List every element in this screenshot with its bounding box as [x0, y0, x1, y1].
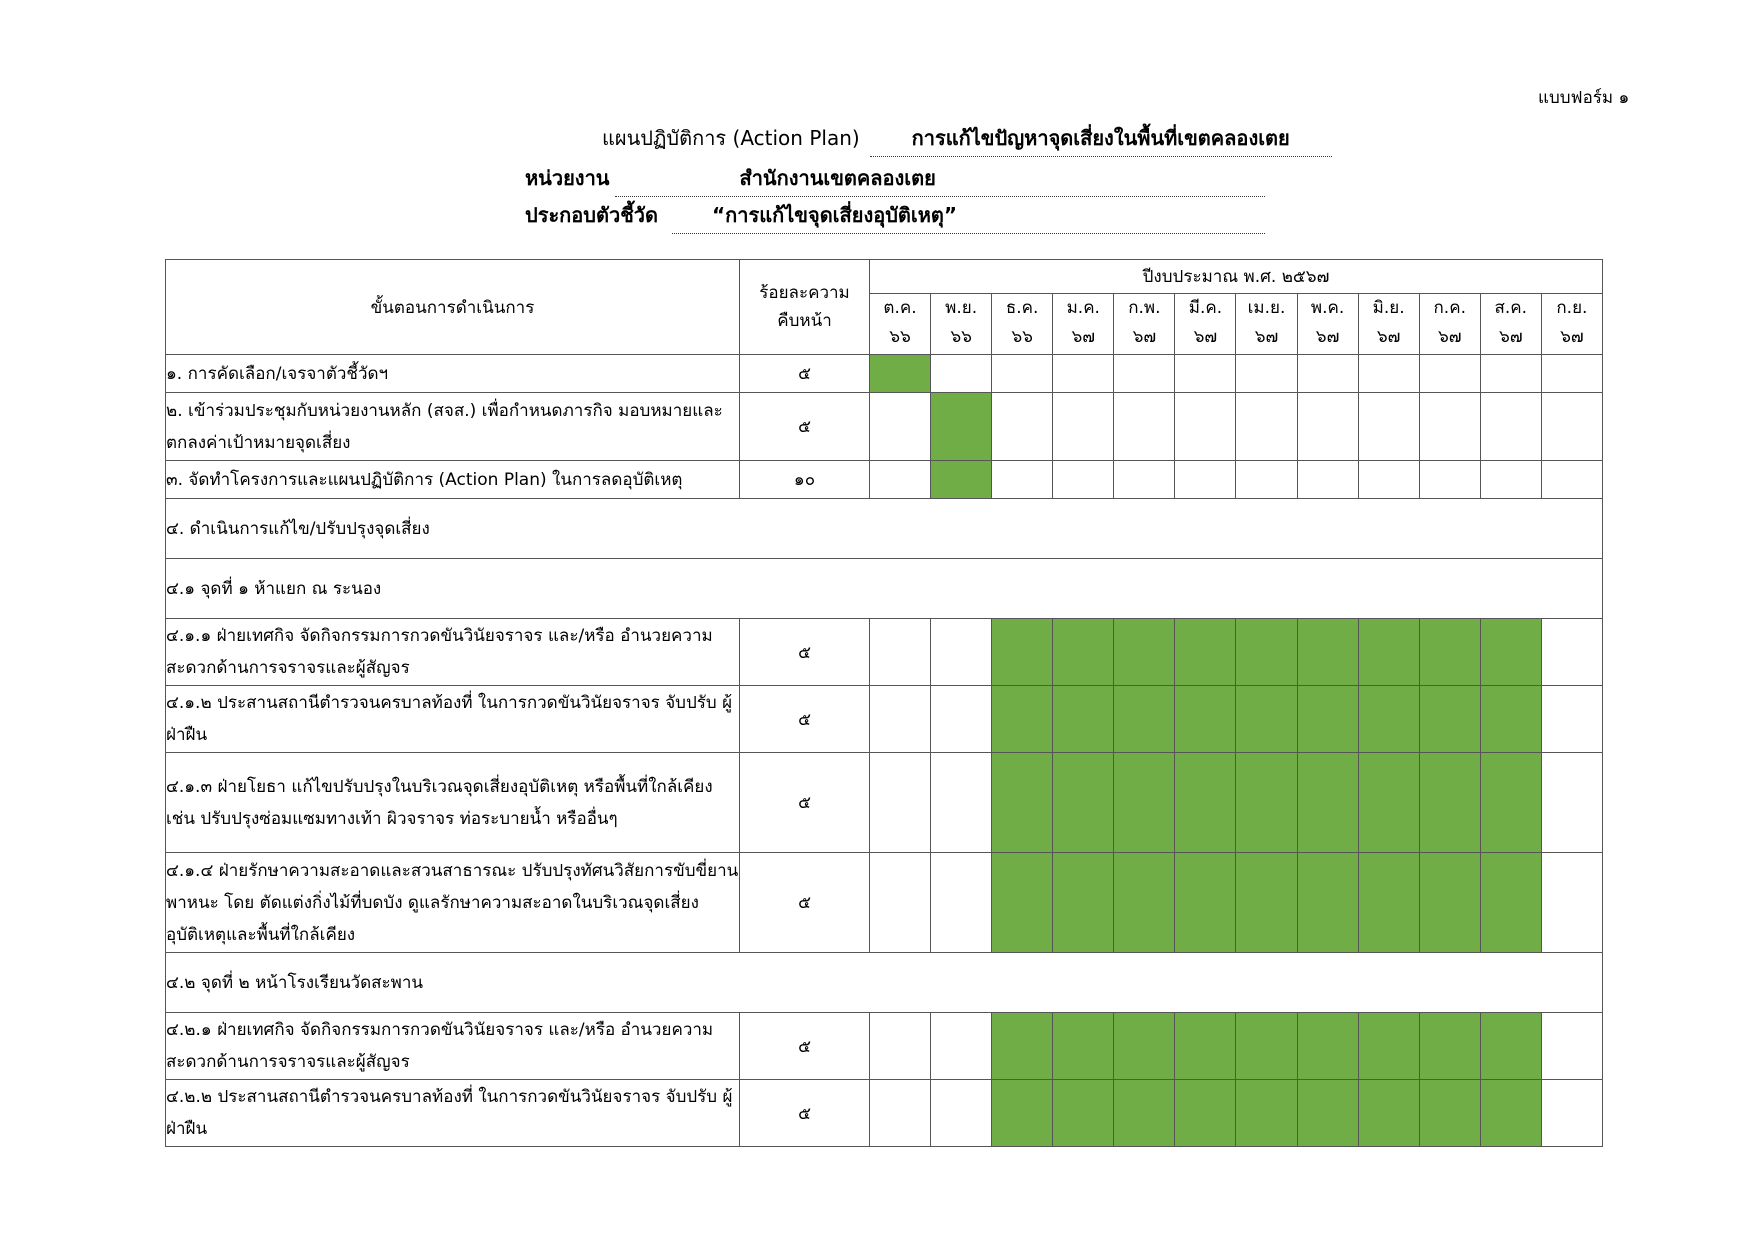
- month-cell: [870, 619, 931, 686]
- task-progress: ๕: [740, 393, 870, 461]
- month-cell-active: [1114, 686, 1175, 753]
- month-cell: [870, 753, 931, 853]
- month-header: [1175, 294, 1236, 355]
- task-row: [166, 686, 1603, 753]
- steps-column-header: ขั้นตอนการดำเนินการ: [166, 260, 740, 355]
- month-cell-active: [1114, 1013, 1175, 1080]
- section-title: ๔. ดำเนินการแก้ไข/ปรับปรุงจุดเสี่ยง: [166, 499, 1603, 559]
- month-cell-active: [1236, 686, 1297, 753]
- month-cell-active: [1114, 1080, 1175, 1147]
- month-cell-active: [1175, 1080, 1236, 1147]
- month-cell: [1541, 686, 1602, 753]
- month-cell-active: [1480, 619, 1541, 686]
- task-step: ๔.๑.๒ ประสานสถานีตำรวจนครบาลท้องที่ ในการกวดขันวินัยจราจร จับปรับ ผู้ฝ่าฝืน: [166, 686, 740, 753]
- month-header: [1419, 294, 1480, 355]
- month-year: ๖๖: [1011, 327, 1033, 347]
- month-cell: [1480, 355, 1541, 393]
- month-cell-active: [1419, 1080, 1480, 1147]
- month-name: พ.ย.: [945, 298, 978, 318]
- month-cell-active: [1358, 619, 1419, 686]
- task-progress: ๕: [740, 686, 870, 753]
- task-row: [166, 461, 1603, 499]
- month-year: ๖๗: [1071, 327, 1096, 347]
- month-year: ๖๗: [1560, 327, 1584, 347]
- month-cell: [1053, 461, 1114, 499]
- month-cell: [1236, 461, 1297, 499]
- month-cell-active: [1358, 853, 1419, 953]
- month-cell-active: [1114, 753, 1175, 853]
- section-row: [166, 499, 1603, 559]
- month-cell-active: [1419, 1013, 1480, 1080]
- month-cell-active: [1236, 853, 1297, 953]
- month-cell: [931, 1013, 992, 1080]
- indicator-line: [525, 199, 1265, 234]
- month-cell: [1541, 753, 1602, 853]
- task-row: [166, 1013, 1603, 1080]
- fiscal-year-header: ปีงบประมาณ พ.ศ. ๒๕๖๗: [870, 260, 1603, 294]
- month-cell: [1175, 355, 1236, 393]
- month-cell-active: [1053, 1080, 1114, 1147]
- task-row: [166, 853, 1603, 953]
- month-cell-active: [1419, 686, 1480, 753]
- task-step: ๔.๒.๒ ประสานสถานีตำรวจนครบาลท้องที่ ในการกวดขันวินัยจราจร จับปรับ ผู้ฝ่าฝืน: [166, 1080, 740, 1147]
- indicator-value-field: [672, 199, 1265, 234]
- month-header: [1480, 294, 1541, 355]
- month-cell: [870, 393, 931, 461]
- month-cell-active: [931, 393, 992, 461]
- task-step: ๔.๑.๓ ฝ่ายโยธา แก้ไขปรับปรุงในบริเวณจุดเสี่ยงอุบัติเหตุ หรือพื้นที่ใกล้เคียง เช่น ปรับปรุงซ่อมแซมทางเท้า ผิวจราจร ท่อระบายน้ำ หรืออื่นๆ: [166, 753, 740, 853]
- month-cell-active: [992, 1080, 1053, 1147]
- month-cell: [870, 1013, 931, 1080]
- plan-body: [166, 355, 1603, 1147]
- month-header: [1541, 294, 1602, 355]
- month-cell: [870, 853, 931, 953]
- task-row: [166, 393, 1603, 461]
- month-cell: [870, 461, 931, 499]
- month-cell: [1297, 393, 1358, 461]
- month-cell-active: [1480, 1080, 1541, 1147]
- month-cell: [1541, 619, 1602, 686]
- month-year: ๖๖: [950, 327, 972, 347]
- month-cell: [1541, 355, 1602, 393]
- month-cell-active: [1480, 686, 1541, 753]
- month-header: [1297, 294, 1358, 355]
- indicator-value: “การแก้ไขจุดเสี่ยงอุบัติเหตุ”: [712, 203, 958, 227]
- month-header: [992, 294, 1053, 355]
- month-year: ๖๗: [1193, 327, 1218, 347]
- month-cell-active: [1297, 753, 1358, 853]
- month-cell: [1358, 393, 1419, 461]
- plan-label: แผนปฏิบัติการ (Action Plan): [602, 126, 860, 150]
- task-progress: ๕: [740, 753, 870, 853]
- month-cell-active: [1480, 753, 1541, 853]
- month-cell: [1541, 1013, 1602, 1080]
- month-cell-active: [1175, 686, 1236, 753]
- month-cell: [1358, 355, 1419, 393]
- month-name: ก.ค.: [1433, 298, 1466, 318]
- month-cell-active: [931, 461, 992, 499]
- month-cell-active: [1297, 853, 1358, 953]
- month-cell: [870, 686, 931, 753]
- task-progress: ๑๐: [740, 461, 870, 499]
- task-progress: ๕: [740, 853, 870, 953]
- task-step: ๒. เข้าร่วมประชุมกับหน่วยงานหลัก (สจส.) เพื่อกำหนดภารกิจ มอบหมายและตกลงค่าเป้าหมายจุดเสี่ยง: [166, 393, 740, 461]
- month-cell: [931, 619, 992, 686]
- month-header: [1053, 294, 1114, 355]
- task-row: [166, 355, 1603, 393]
- task-step: ๔.๒.๑ ฝ่ายเทศกิจ จัดกิจกรรมการกวดขันวินัยจราจร และ/หรือ อำนวยความสะดวกด้านการจราจรและผู้สัญจร: [166, 1013, 740, 1080]
- month-cell-active: [1114, 619, 1175, 686]
- form-number-label: แบบฟอร์ม ๑: [1538, 88, 1630, 108]
- month-name: พ.ค.: [1310, 298, 1345, 318]
- unit-value: สำนักงานเขตคลองเตย: [739, 166, 936, 190]
- month-cell: [1114, 355, 1175, 393]
- month-cell: [1053, 355, 1114, 393]
- month-cell-active: [1175, 1013, 1236, 1080]
- month-cell-active: [992, 686, 1053, 753]
- month-name: ต.ค.: [883, 298, 917, 318]
- month-cell: [1541, 853, 1602, 953]
- month-cell-active: [1236, 753, 1297, 853]
- month-cell-active: [1297, 1080, 1358, 1147]
- month-cell: [931, 686, 992, 753]
- plan-title-line: [602, 122, 1332, 157]
- month-cell-active: [1358, 686, 1419, 753]
- month-cell-active: [1053, 853, 1114, 953]
- section-title: ๔.๑ จุดที่ ๑ ห้าแยก ณ ระนอง: [166, 559, 1603, 619]
- month-cell-active: [1297, 1013, 1358, 1080]
- month-cell-active: [1175, 753, 1236, 853]
- month-name: ม.ค.: [1066, 298, 1100, 318]
- task-step: ๔.๑.๔ ฝ่ายรักษาความสะอาดและสวนสาธารณะ ปรับปรุงทัศนวิสัยการขับขี่ยานพาหนะ โดย ตัดแต่งกิ่งไม้ที่บดบัง ดูแลรักษาความสะอาดในบริเวณจุดเสี่ยงอุบัติเหตุและพื้นที่ใกล้เคียง: [166, 853, 740, 953]
- month-cell-active: [1053, 753, 1114, 853]
- month-cell-active: [1053, 686, 1114, 753]
- section-row: [166, 559, 1603, 619]
- section-title: ๔.๒ จุดที่ ๒ หน้าโรงเรียนวัดสะพาน: [166, 953, 1603, 1013]
- month-cell-active: [870, 355, 931, 393]
- task-row: [166, 1080, 1603, 1147]
- month-cell-active: [992, 619, 1053, 686]
- month-name: มี.ค.: [1188, 298, 1223, 318]
- month-cell-active: [1175, 853, 1236, 953]
- month-cell: [931, 853, 992, 953]
- month-year: ๖๗: [1499, 327, 1523, 347]
- progress-column-header: [740, 260, 870, 355]
- month-name: ธ.ค.: [1005, 298, 1039, 318]
- unit-line: [525, 162, 1265, 197]
- month-cell: [1541, 393, 1602, 461]
- task-step: ๔.๑.๑ ฝ่ายเทศกิจ จัดกิจกรรมการกวดขันวินัยจราจร และ/หรือ อำนวยความสะดวกด้านการจราจรและผู้สัญจร: [166, 619, 740, 686]
- month-name: ส.ค.: [1494, 298, 1528, 318]
- month-name: มิ.ย.: [1372, 298, 1405, 318]
- month-cell-active: [1480, 853, 1541, 953]
- month-cell-active: [992, 753, 1053, 853]
- task-progress: ๕: [740, 619, 870, 686]
- unit-value-field: [615, 162, 1265, 197]
- month-name: เม.ย.: [1247, 298, 1286, 318]
- month-cell: [931, 753, 992, 853]
- month-cell-active: [1053, 619, 1114, 686]
- progress-header-line2: คืบหน้า: [777, 311, 832, 331]
- month-cell-active: [992, 1013, 1053, 1080]
- task-step: ๓. จัดทำโครงการและแผนปฏิบัติการ (Action Plan) ในการลดอุบัติเหตุ: [166, 461, 740, 499]
- month-cell-active: [1236, 619, 1297, 686]
- month-cell: [1358, 461, 1419, 499]
- month-cell: [870, 1080, 931, 1147]
- month-cell: [992, 393, 1053, 461]
- month-cell-active: [1358, 753, 1419, 853]
- task-progress: ๕: [740, 1013, 870, 1080]
- month-cell-active: [1419, 619, 1480, 686]
- month-cell: [1419, 461, 1480, 499]
- month-cell: [1175, 393, 1236, 461]
- month-cell: [1114, 461, 1175, 499]
- month-cell-active: [1297, 686, 1358, 753]
- task-progress: ๕: [740, 355, 870, 393]
- month-cell-active: [1419, 853, 1480, 953]
- month-cell: [1236, 355, 1297, 393]
- month-header: [870, 294, 931, 355]
- progress-header-line1: ร้อยละความ: [759, 283, 850, 303]
- month-cell: [1175, 461, 1236, 499]
- month-header: [1358, 294, 1419, 355]
- plan-title: การแก้ไขปัญหาจุดเสี่ยงในพื้นที่เขตคลองเตย: [870, 122, 1332, 157]
- task-step: ๑. การคัดเลือก/เจรจาตัวชี้วัดฯ: [166, 355, 740, 393]
- month-cell: [1480, 461, 1541, 499]
- section-row: [166, 953, 1603, 1013]
- action-plan-table: [165, 259, 1603, 1147]
- month-cell: [1419, 393, 1480, 461]
- month-year: ๖๖: [889, 327, 911, 347]
- month-cell: [1297, 461, 1358, 499]
- month-cell: [992, 355, 1053, 393]
- month-year: ๖๗: [1254, 327, 1279, 347]
- month-cell-active: [1358, 1013, 1419, 1080]
- month-cell: [931, 355, 992, 393]
- month-cell-active: [1236, 1013, 1297, 1080]
- month-year: ๖๗: [1376, 327, 1401, 347]
- month-cell-active: [1358, 1080, 1419, 1147]
- month-cell-active: [1297, 619, 1358, 686]
- month-year: ๖๗: [1132, 327, 1157, 347]
- month-year: ๖๗: [1437, 327, 1462, 347]
- month-cell-active: [1480, 1013, 1541, 1080]
- month-cell-active: [1175, 619, 1236, 686]
- month-cell-active: [1114, 853, 1175, 953]
- month-cell: [1480, 393, 1541, 461]
- month-cell: [1541, 1080, 1602, 1147]
- month-cell-active: [1053, 1013, 1114, 1080]
- month-cell: [931, 1080, 992, 1147]
- task-row: [166, 619, 1603, 686]
- month-cell: [1297, 355, 1358, 393]
- unit-label: หน่วยงาน: [525, 166, 610, 190]
- month-year: ๖๗: [1315, 327, 1340, 347]
- indicator-label: ประกอบตัวชี้วัด: [525, 203, 659, 227]
- month-name: ก.ย.: [1556, 298, 1588, 318]
- month-name: ก.พ.: [1128, 298, 1161, 318]
- month-cell: [1541, 461, 1602, 499]
- month-cell-active: [1236, 1080, 1297, 1147]
- task-progress: ๕: [740, 1080, 870, 1147]
- month-cell: [1114, 393, 1175, 461]
- month-cell-active: [992, 853, 1053, 953]
- month-header: [1236, 294, 1297, 355]
- month-cell: [1236, 393, 1297, 461]
- month-header: [931, 294, 992, 355]
- task-row: [166, 753, 1603, 853]
- month-cell-active: [1419, 753, 1480, 853]
- month-cell: [1053, 393, 1114, 461]
- month-header: [1114, 294, 1175, 355]
- month-cell: [1419, 355, 1480, 393]
- month-cell: [992, 461, 1053, 499]
